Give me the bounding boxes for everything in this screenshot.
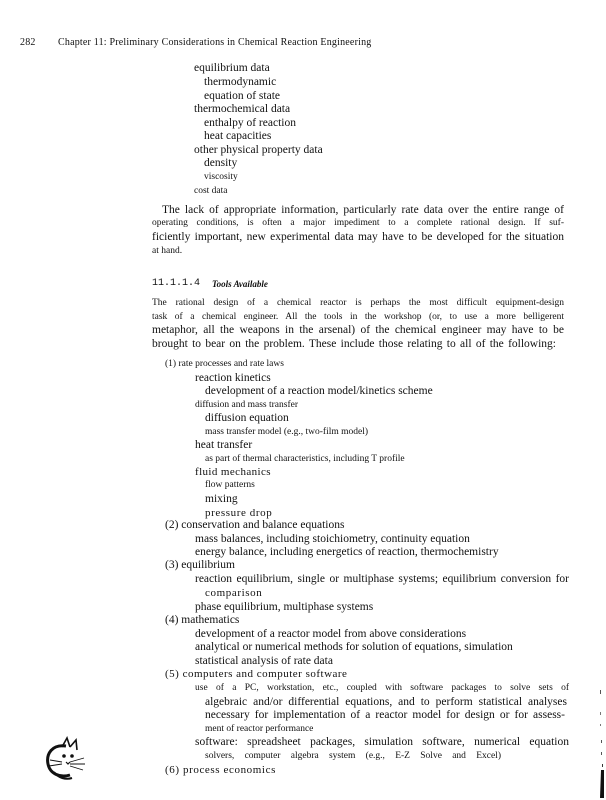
list-item: equation of state xyxy=(204,90,281,102)
list-item: heat transfer xyxy=(195,439,253,451)
paragraph-line: operating conditions, is often a major impediment to a complete rational design. If suf- xyxy=(152,218,564,228)
list-item: heat capacities xyxy=(204,130,272,142)
list-item: density xyxy=(204,157,238,169)
list-item: thermodynamic xyxy=(204,76,277,88)
list-item: reaction equilibrium, single or multiphase systems; equilibrium conversion for xyxy=(195,573,569,585)
list-item: flow patterns xyxy=(205,480,255,490)
list-item: analytical or numerical methods for solution of equations, simulation xyxy=(195,641,513,653)
list-item: mass transfer model (e.g., two-film model) xyxy=(205,427,369,437)
list-item: (3) equilibrium xyxy=(165,559,235,571)
list-item: energy balance, including energetics of reaction, thermochemistry xyxy=(195,546,499,558)
list-item: (5) computers and computer software xyxy=(165,668,348,680)
list-item: fluid mechanics xyxy=(195,466,271,478)
list-item: diffusion equation xyxy=(205,412,289,424)
list-item: other physical property data xyxy=(194,144,323,156)
list-item: phase equilibrium, multiphase systems xyxy=(195,601,374,613)
paragraph-line: The lack of appropriate information, particularly rate data over the entire range of xyxy=(162,204,564,216)
paragraph-line: ficiently important, new experimental data may have to be developed for the situation xyxy=(152,231,564,243)
list-item: as part of thermal characteristics, including T profile xyxy=(205,454,405,464)
paragraph-line: at hand. xyxy=(152,246,183,256)
running-title: Chapter 11: Preliminary Considerations in Chemical Reaction Engineering xyxy=(58,37,372,48)
page-number: 282 xyxy=(20,37,36,48)
list-item: development of a reactor model from above considerations xyxy=(195,628,467,640)
list-item: reaction kinetics xyxy=(195,372,271,384)
paragraph-line: The rational design of a chemical reactor is perhaps the most difficult equipment-design xyxy=(152,298,564,308)
list-item: comparison xyxy=(205,587,263,599)
list-item: cost data xyxy=(194,186,228,196)
list-item: solvers, computer algebra system (e.g., E-Z Solve and Excel) xyxy=(205,751,501,761)
list-item: equilibrium data xyxy=(194,62,270,74)
paragraph-line: brought to bear on the problem. These include those relating to all of the following: xyxy=(152,338,556,350)
list-item: mass balances, including stoichiometry, continuity equation xyxy=(195,533,470,545)
list-item: thermochemical data xyxy=(194,103,291,115)
list-item: ment of reactor performance xyxy=(205,724,314,734)
section-number: 11.1.1.4 xyxy=(152,278,201,289)
scan-edge-marks xyxy=(592,690,606,800)
section-title: Tools Available xyxy=(212,279,268,289)
list-item: algebraic and/or differential equations, and to perform statistical analyses xyxy=(205,696,567,708)
list-item: (6) process economics xyxy=(165,764,276,776)
list-item: viscosity xyxy=(204,172,238,182)
list-item: software: spreadsheet packages, simulation software, numerical equation xyxy=(195,736,569,748)
list-item: development of a reaction model/kinetics scheme xyxy=(205,385,433,397)
paragraph-line: metaphor, all the weapons in the arsenal) of the chemical engineer may have to be xyxy=(152,324,564,336)
list-item: (2) conservation and balance equations xyxy=(165,519,345,531)
list-item: statistical analysis of rate data xyxy=(195,655,333,667)
list-item: necessary for implementation of a reactor model for design or for assess- xyxy=(205,709,565,721)
list-item: use of a PC, workstation, etc., coupled with software packages to solve sets of xyxy=(195,683,569,693)
list-item: (4) mathematics xyxy=(165,614,240,626)
paragraph-line: task of a chemical engineer. All the tools in the workshop (or, to use a more belligerent xyxy=(152,312,564,322)
list-item: diffusion and mass transfer xyxy=(195,400,298,410)
list-item: (1) rate processes and rate laws xyxy=(165,359,284,369)
list-item: pressure drop xyxy=(205,507,273,519)
list-item: mixing xyxy=(205,493,238,505)
list-item: enthalpy of reaction xyxy=(204,117,296,129)
margin-mascot-icon xyxy=(40,734,92,782)
